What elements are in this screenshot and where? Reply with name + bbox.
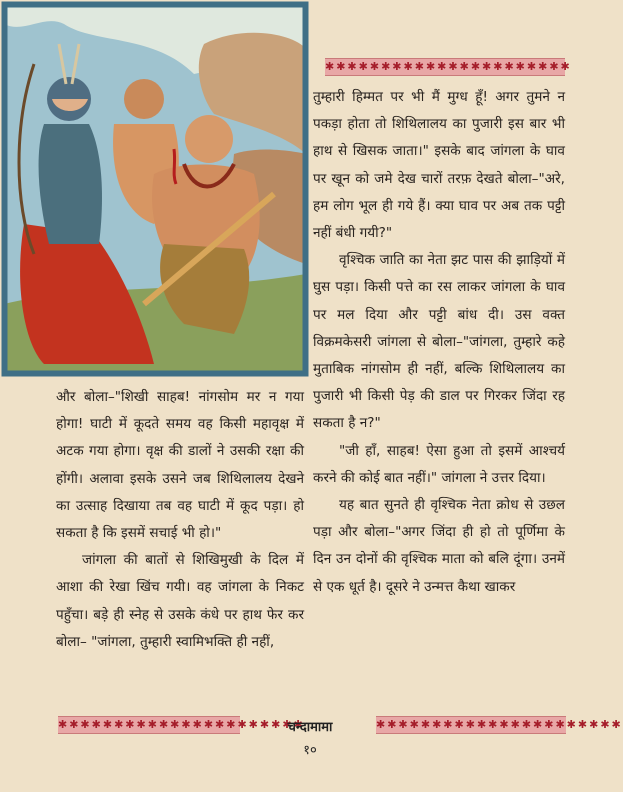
paragraph: "जी हाँ, साहब! ऐसा हुआ तो इसमें आश्चर्य करने की कोई बात नहीं।" जांगला ने उत्तर दिया। xyxy=(313,442,565,486)
paragraph: और बोला–"शिखी साहब! नांगसोम मर न गया होगा! घाटी में कूदते समय वह किसी महावृक्ष में अटक गया होगा। वृक्ष की डालों ने उसकी रक्षा की होंगी। अलावा इसके उसने जब शिथिलालय देखने का उत्साह दिखाया तब वह घाटी में कूद पड़ा। हो सकता है कि इसमें सचाई भी हो।" xyxy=(56,389,304,542)
paragraph: यह बात सुनते ही वृश्चिक नेता क्रोध से उछल पड़ा और बोला–"अगर जिंदा ही हो तो पूर्णिमा के दिन उन दोनों की वृश्चिक माता को बलि दूंगा। उनमें से एक धूर्त है। दूसरे ने उन्मत्त कैथा खाकर xyxy=(313,497,565,595)
paragraph: वृश्चिक जाति का नेता झट पास की झाड़ियों में घुस पड़ा। किसी पत्ते का रस लाकर जांगला के घाव पर मल दिया और पट्टी बांध दी। उस वक्त विक्रमकेसरी जांगला से बोला–"जांगला, तुम्हारे कहे मुताबिक नांगसोम ही नहीं, बल्कि शिथिलालय का पुजारी भी किसी पेड़ की डाल पर गिरकर जिंदा रह सकता है न?" xyxy=(313,252,565,432)
decorative-star-border-top: ✱✱✱✱✱✱✱✱✱✱✱✱✱✱✱✱✱✱✱✱✱✱ xyxy=(325,58,565,76)
text-column-right xyxy=(313,84,565,601)
illustration-drawing xyxy=(4,4,306,374)
magazine-name: चन्दामामा xyxy=(287,720,333,735)
story-illustration xyxy=(4,4,306,374)
decorative-star-border-bottom-left: ✱✱✱✱✱✱✱✱✱✱✱✱✱✱✱✱✱✱✱✱✱✱ xyxy=(58,716,240,734)
decorative-star-border-bottom-right: ✱✱✱✱✱✱✱✱✱✱✱✱✱✱✱✱✱✱✱✱✱✱ xyxy=(376,716,566,734)
paragraph: जांगला की बातों से शिखिमुखी के दिल में आशा की रेखा खिंच गयी। वह जांगला के निकट पहुँचा। बड़े ही स्नेह से उसके कंधे पर हाथ फेर कर बोला– "जांगला, तुम्हारी स्वामिभक्ति ही नहीं, xyxy=(56,552,304,650)
page-number: १० xyxy=(303,743,317,758)
text-column-left xyxy=(56,384,304,656)
paragraph: तुम्हारी हिम्मत पर भी मैं मुग्ध हूँ! अगर तुमने न पकड़ा होता तो शिथिलालय का पुजारी इस बार भी हाथ से खिसक जाता।" इसके बाद जांगला के घाव पर खून को जमे देख चारों तरफ़ देखते बोला–"अरे, हम लोग भूल ही गये हैं। क्या घाव पर अब तक पट्टी नहीं बंधी गयी?" xyxy=(313,89,565,242)
